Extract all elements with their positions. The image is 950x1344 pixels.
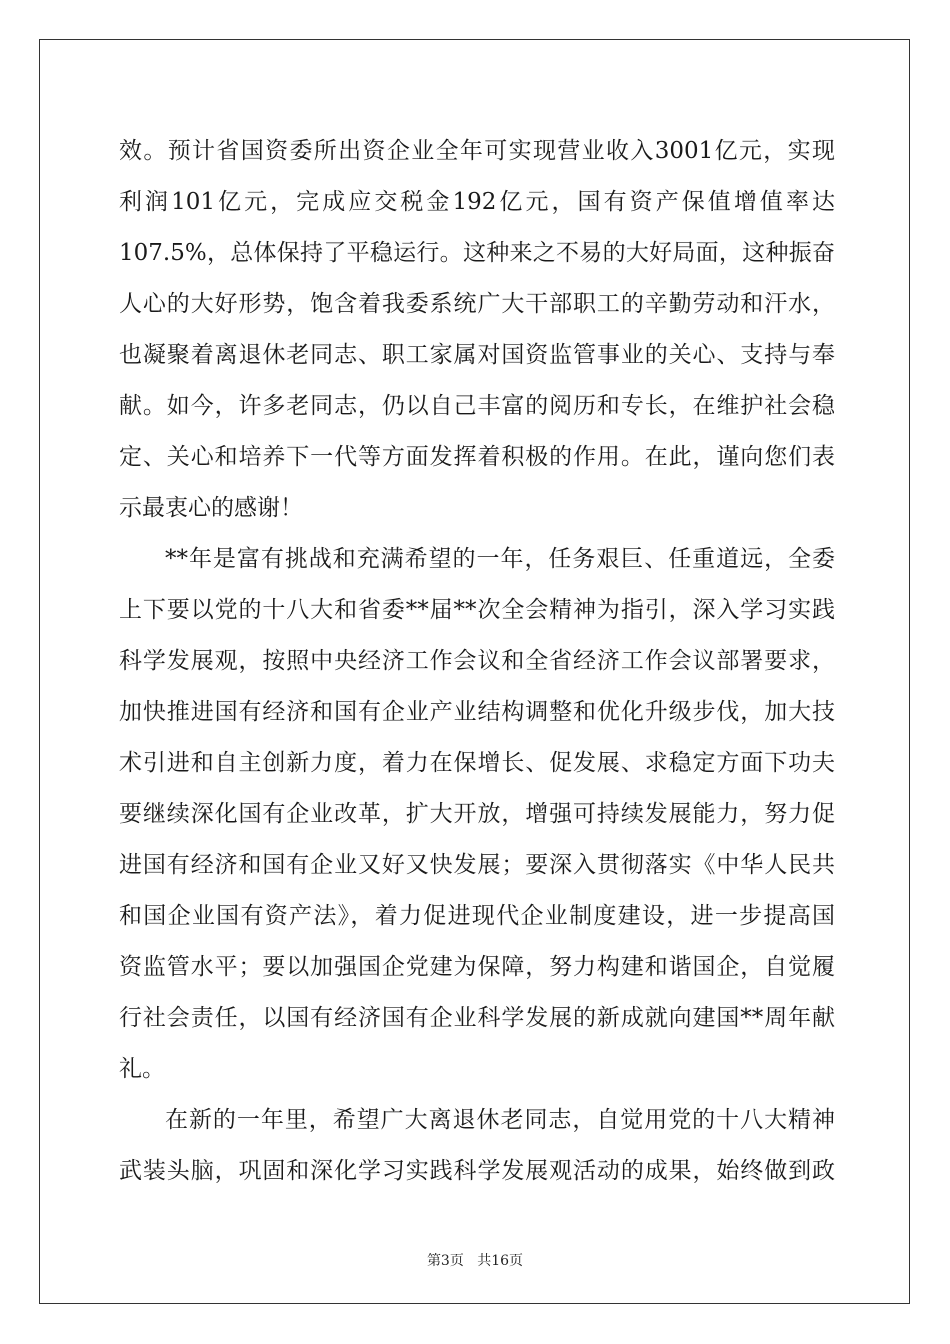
text-line: 献。如今，许多老同志，仍以自己丰富的阅历和专长，在维护社会稳: [119, 393, 835, 419]
text-line: 上下要以党的十八大和省委**届**次全会精神为指引，深入学习实践: [119, 597, 835, 623]
page-number: 第3页: [426, 1253, 464, 1269]
text-line: 利润101亿元，完成应交税金192亿元，国有资产保值增值率达: [119, 189, 835, 215]
text-line: 科学发展观，按照中央经济工作会议和全省经济工作会议部署要求，: [119, 648, 835, 674]
text-line: 要继续深化国有企业改革，扩大开放，增强可持续发展能力，努力促: [119, 801, 835, 827]
paragraph-first-line: **年是富有挑战和充满希望的一年，任务艰巨、任重道远，全委: [165, 546, 835, 572]
page-footer: [0, 1250, 950, 1270]
paragraph-first-line: 在新的一年里，希望广大离退休老同志，自觉用党的十八大精神: [165, 1107, 835, 1133]
text-line: 也凝聚着离退休老同志、职工家属对国资监管事业的关心、支持与奉: [119, 342, 835, 368]
text-line: 和国企业国有资产法》，着力促进现代企业制度建设，进一步提高国: [119, 903, 835, 929]
text-line: 行社会责任，以国有经济国有企业科学发展的新成就向建国**周年献: [119, 1005, 835, 1031]
text-line: 进国有经济和国有企业又好又快发展；要深入贯彻落实《中华人民共: [119, 852, 835, 878]
text-line: 加快推进国有经济和国有企业产业结构调整和优化升级步伐，加大技: [119, 699, 835, 725]
text-line: 资监管水平；要以加强国企党建为保障，努力构建和谐国企，自觉履: [119, 954, 835, 980]
text-line: 效。预计省国资委所出资企业全年可实现营业收入3001亿元，实现: [119, 138, 835, 164]
text-line: 107.5%，总体保持了平稳运行。这种来之不易的大好局面，这种振奋: [119, 240, 835, 266]
page-total: 共16页: [477, 1253, 524, 1269]
text-line: 定、关心和培养下一代等方面发挥着积极的作用。在此，谨向您们表: [119, 444, 835, 470]
text-line: 示最衷心的感谢！: [119, 495, 303, 521]
text-line: 礼。: [119, 1056, 165, 1082]
text-line: 术引进和自主创新力度，着力在保增长、促发展、求稳定方面下功夫: [119, 750, 835, 776]
text-line: 武装头脑，巩固和深化学习实践科学发展观活动的成果，始终做到政: [119, 1158, 835, 1184]
text-line: 人心的大好形势，饱含着我委系统广大干部职工的辛勤劳动和汗水，: [119, 291, 835, 317]
